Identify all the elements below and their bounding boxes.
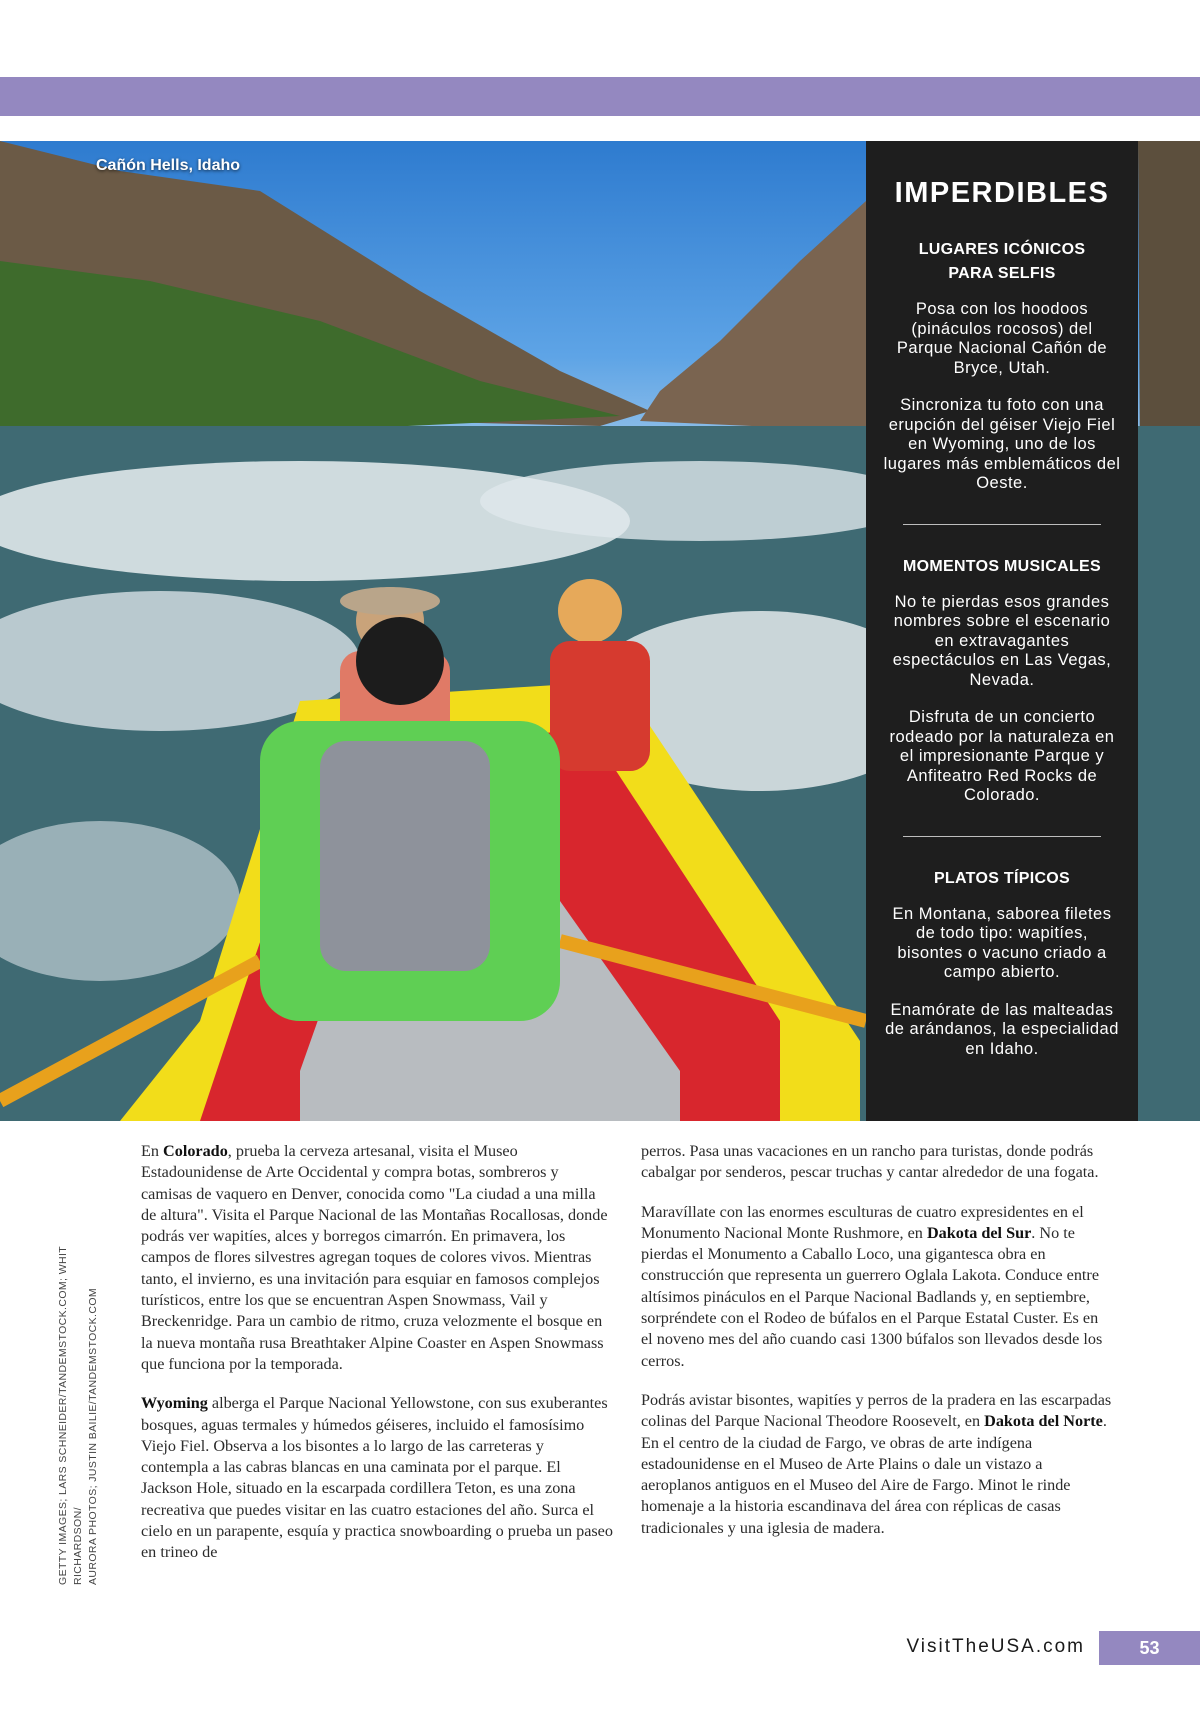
section-heading-line: PARA SELFIS	[948, 265, 1056, 282]
section-paragraph: Sincroniza tu foto con una erupción del géiser Viejo Fiel en Wyoming, uno de los lugares más emblemáticos del Oeste.	[883, 396, 1121, 492]
top-color-band	[0, 77, 1200, 116]
photo-credit	[56, 1175, 101, 1585]
section-divider	[903, 524, 1101, 525]
section-paragraph: Disfruta de un concierto rodeado por la naturaleza en el impresionante Parque y Anfiteatro Red Rocks de Colorado.	[889, 708, 1115, 804]
state-name: Dakota del Sur	[926, 1223, 1032, 1242]
article-column-left	[141, 1141, 613, 1582]
state-name: Wyoming	[141, 1394, 208, 1413]
section-paragraph: No te pierdas esos grandes nombres sobre el escenario en extravagantes espectáculos en Las Vegas, Nevada.	[892, 592, 1112, 689]
section-heading-line: LUGARES ICÓNICOS	[918, 241, 1086, 258]
article-paragraph	[641, 1390, 1113, 1539]
sidebar-title: IMPERDIBLES	[894, 177, 1110, 209]
sidebar-section-selfies	[866, 238, 1138, 494]
section-paragraph: Posa con los hoodoos (pináculos rocosos) del Parque Nacional Cañón de Bryce, Utah.	[896, 300, 1108, 377]
text-run: Maravíllate con las enormes esculturas de cuatro expresidentes en el Monumento Nacional Monte Rushmore, en	[641, 1202, 1084, 1242]
section-divider	[903, 836, 1101, 837]
article-paragraph	[141, 1393, 613, 1563]
rafting-photo	[0, 141, 1200, 1121]
section-paragraph: En Montana, saborea filetes de todo tipo: wapitíes, bisontes o vacuno criado a campo abierto.	[892, 904, 1112, 981]
text-run: Podrás avistar bisontes, wapitíes y perros de la pradera en las escarpadas colinas del Parque Nacional Theodore Roosevelt, en	[641, 1390, 1112, 1431]
state-name: Dakota del Norte	[984, 1412, 1103, 1431]
article-column-right	[641, 1141, 1113, 1557]
section-heading: PLATOS TÍPICOS	[933, 869, 1071, 887]
article-paragraph	[641, 1202, 1113, 1372]
imperdibles-sidebar	[866, 141, 1138, 1121]
photo-credit-line: AURORA PHOTOS; JUSTIN BAILIE/TANDEMSTOCK.COM	[87, 1287, 99, 1585]
section-heading	[892, 238, 1112, 286]
photo-caption: Cañón Hells, Idaho	[96, 157, 241, 174]
page-number: 53	[1099, 1631, 1200, 1665]
text-run: , prueba la cerveza artesanal, visita el Museo Estadounidense de Arte Occidental y compra botas, sombreros y camisas de vaquero en Denver, conocida como "La ciudad a una milla de altura". Visita el Parque Nacional de las Montañas Rocallosas, donde podrás ver wapitíes, alces y borregos cimarrón. En primavera, los campos de flores silvestres agregan toques de colores vivos. Mientras tanto, el invierno, es una invitación para esquiar en famosos complejos turísticos, entre los que se encuentran Aspen Snowmass, Vail y Breckenridge. Para un cambio de ritmo, cruza velozmente el bosque en la nueva montaña rusa Breathtaker Alpine Coaster en Aspen Snowmass que funciona por la temporada.	[141, 1142, 608, 1373]
section-paragraph: Enamórate de las malteadas de arándanos, la especialidad en Idaho.	[885, 1000, 1119, 1058]
footer-website: VisitTheUSA.com	[906, 1636, 1085, 1657]
text-run: alberga el Parque Nacional Yellowstone, con sus exuberantes bosques, aguas termales y húmedos géiseres, incluido el famosísimo Viejo Fiel. Observa a los bisontes a lo largo de las carreteras y contempla a las cabras blancas en una caminata por el parque. El Jackson Hole, situado en la escarpada cordillera Teton, es una zona recreativa que puedes visitar en las cuatro estaciones del año. Surca el cielo en un parapente, esquía y practica snowboarding o prueba un paseo en trineo de	[141, 1394, 613, 1562]
text-run: . En el centro de la ciudad de Fargo, ve obras de arte indígena estadounidense en el Museo de Arte Plains o dale un vistazo a aeroplanos antiguos en el Museo del Aire de Fargo. Minot le rinde homenaje a la historia escandinava del área con réplicas de casas tradicionales y una iglesia de madera.	[641, 1412, 1107, 1537]
article-paragraph: perros. Pasa unas vacaciones en un rancho para turistas, donde podrás cabalgar por senderos, pescar truchas y cantar alrededor de una fogata.	[641, 1142, 1099, 1182]
text-run: . No te pierdas el Monumento a Caballo Loco, una gigantesca obra en construcción que representa un guerrero Oglala Lakota. Conduce entre altísimos pináculos en el Parque Nacional Badlands y, en septiembre, sorpréndete con el Rodeo de búfalos en el Parque Estatal Custer. Es en el noveno mes del año cuando casi 1300 búfalos son llevados desde los cerros.	[641, 1223, 1103, 1370]
state-name: Colorado	[163, 1142, 228, 1160]
section-heading: MOMENTOS MUSICALES	[902, 557, 1101, 575]
article-paragraph	[141, 1141, 613, 1375]
text-run: En	[141, 1142, 164, 1160]
sidebar-section-food	[866, 867, 1138, 1060]
sidebar-section-music	[866, 555, 1138, 806]
photo-credit-line: GETTY IMAGES; LARS SCHNEIDER/TANDEMSTOCK.COM; WHIT RICHARDSON/	[57, 1246, 84, 1585]
